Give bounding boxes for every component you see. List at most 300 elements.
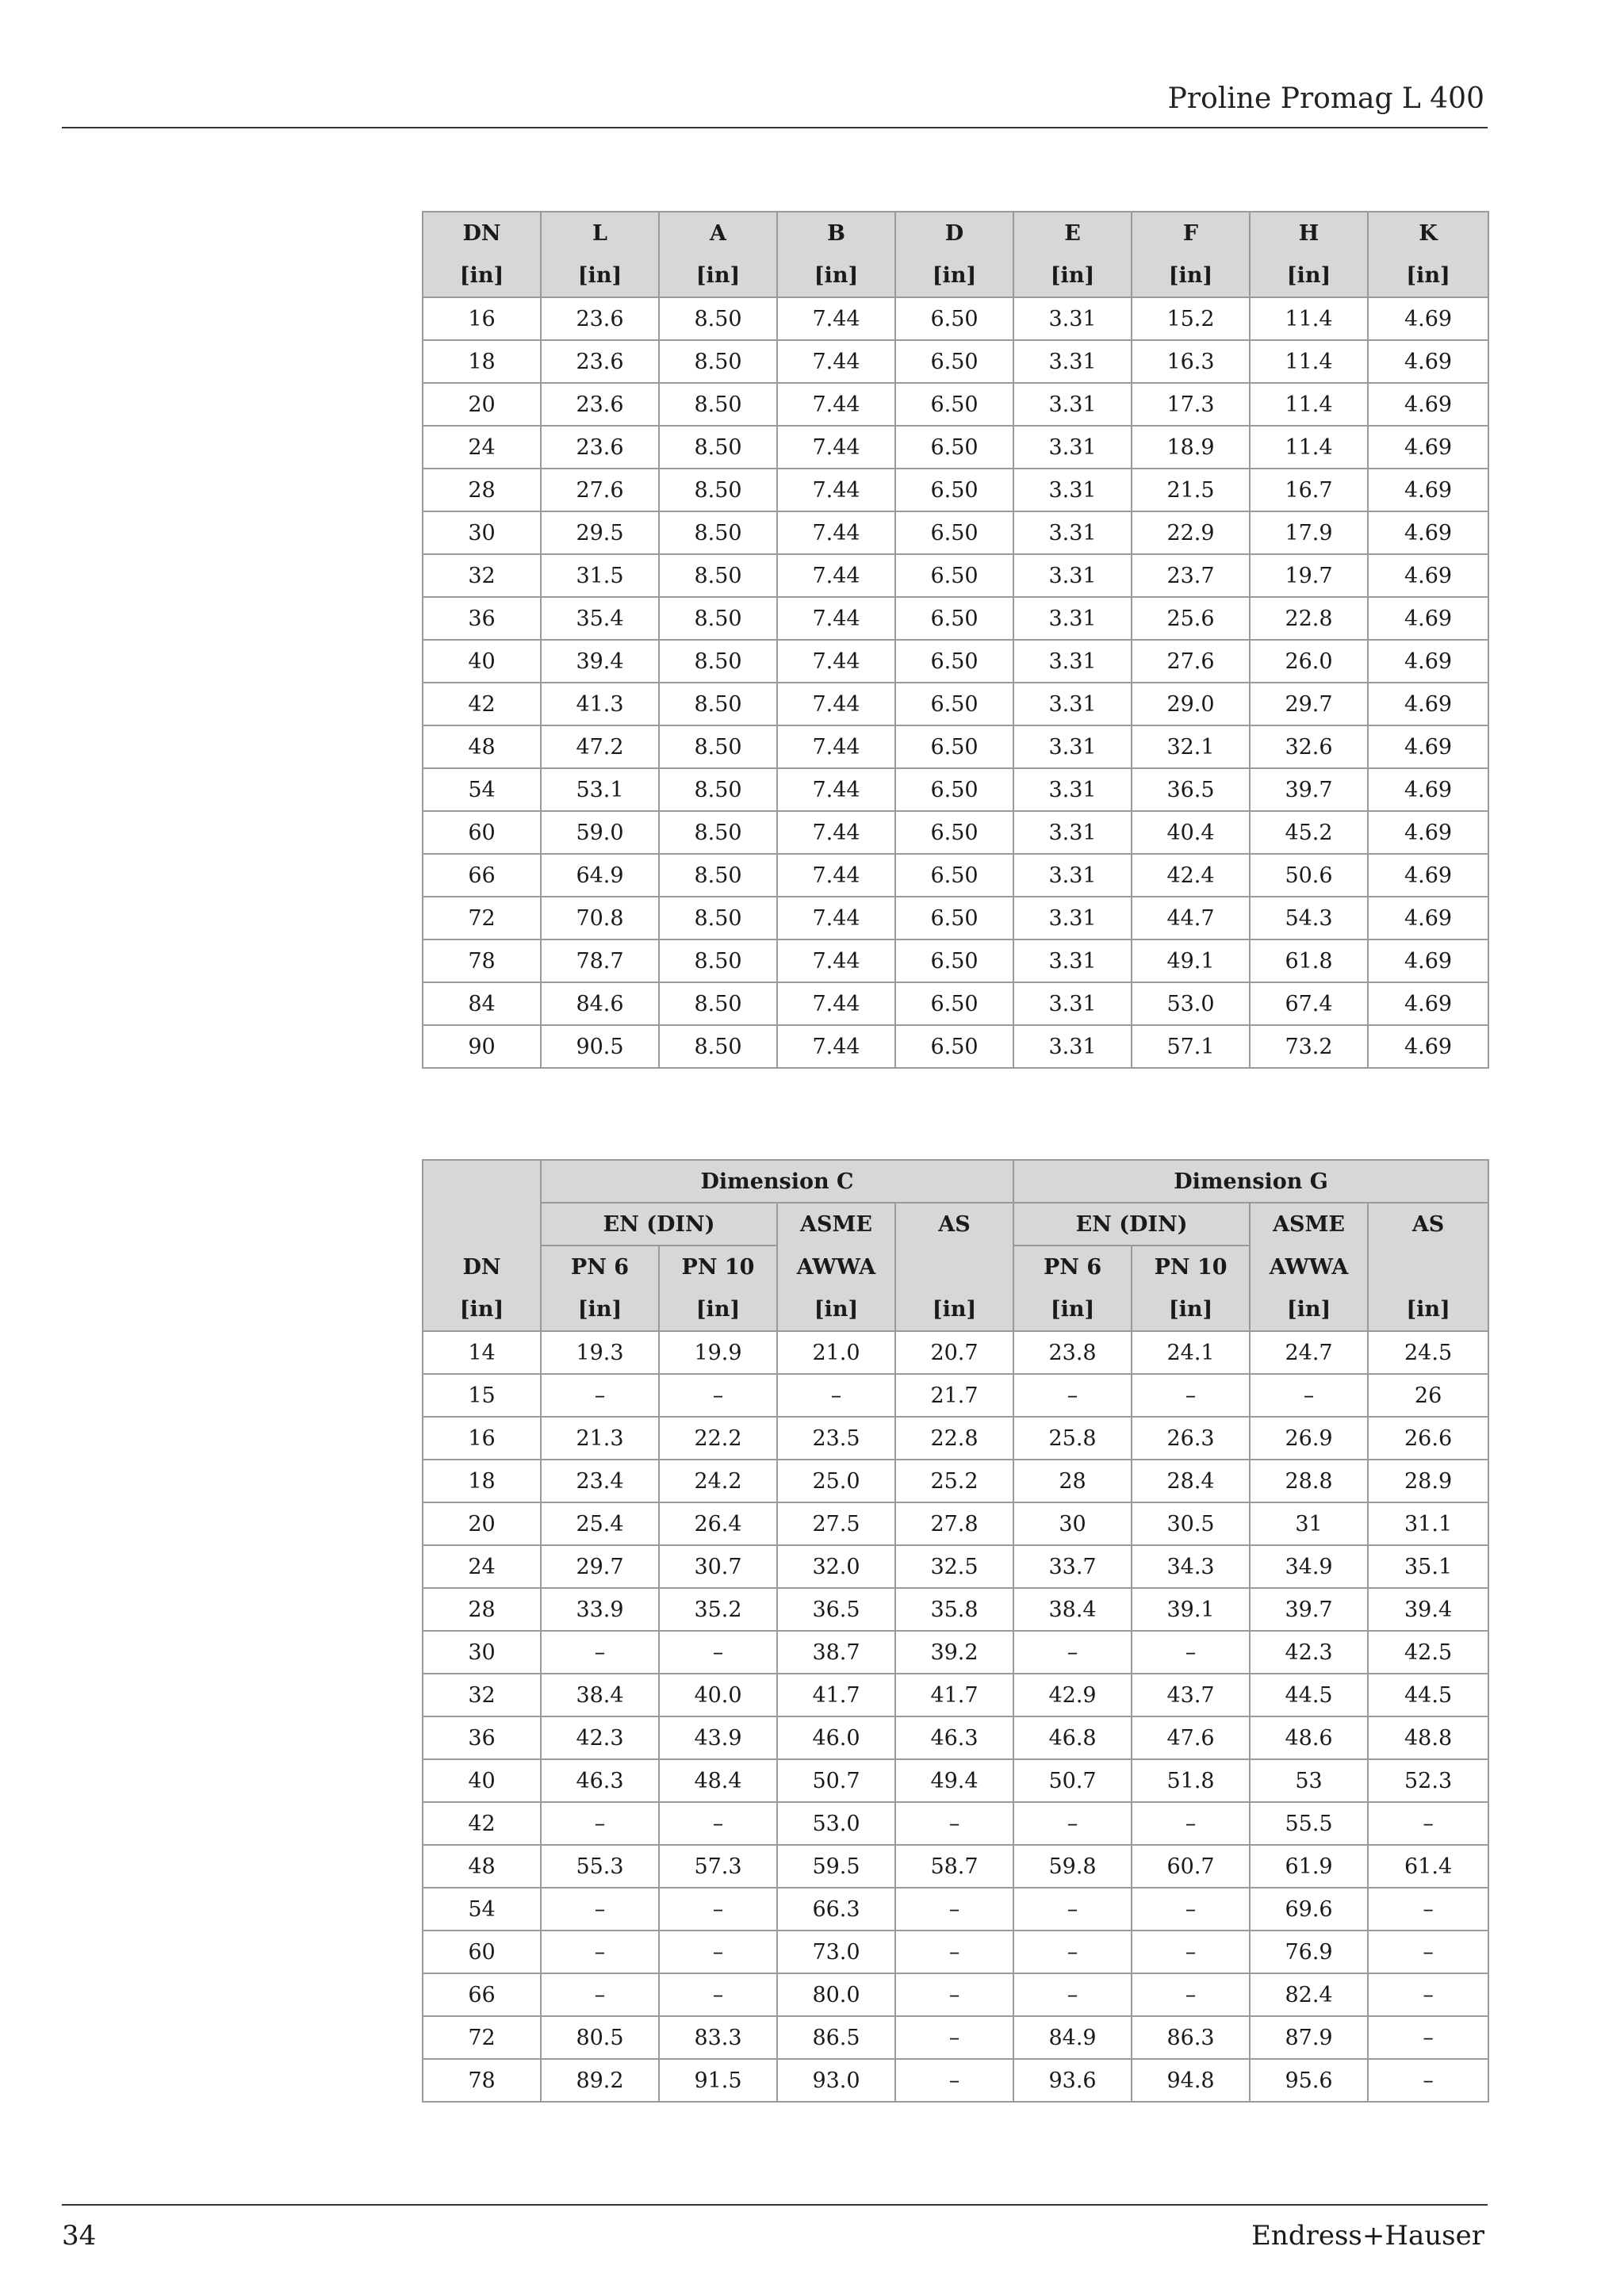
- table2-unit: [in]: [541, 1288, 659, 1331]
- value-cell: 23.7: [1132, 554, 1250, 597]
- value-cell: 32.1: [1132, 725, 1250, 768]
- value-cell: 23.8: [1013, 1331, 1132, 1374]
- value-cell: 39.1: [1132, 1588, 1250, 1631]
- table2-header-dn-blank: [423, 1160, 541, 1203]
- value-cell: 4.69: [1368, 811, 1488, 854]
- value-cell: 19.7: [1250, 554, 1368, 597]
- value-cell: 50.6: [1250, 854, 1368, 897]
- table2-standard-row: [423, 1203, 1488, 1246]
- value-cell: 27.6: [1132, 640, 1250, 683]
- value-cell: 26: [1368, 1374, 1488, 1417]
- value-cell: 34.3: [1132, 1545, 1250, 1588]
- dn-cell: 60: [423, 811, 541, 854]
- table1-unit: [in]: [541, 254, 659, 297]
- value-cell: 38.4: [541, 1674, 659, 1716]
- value-cell: –: [1368, 2059, 1488, 2102]
- value-cell: 4.69: [1368, 297, 1488, 340]
- dn-cell: 54: [423, 768, 541, 811]
- table2-unit: [in]: [777, 1288, 895, 1331]
- value-cell: 54.3: [1250, 897, 1368, 939]
- value-cell: 8.50: [659, 297, 777, 340]
- value-cell: 26.3: [1132, 1417, 1250, 1460]
- value-cell: –: [659, 1631, 777, 1674]
- dn-cell: 15: [423, 1374, 541, 1417]
- table1-header-k: K: [1368, 212, 1488, 254]
- value-cell: 7.44: [777, 426, 895, 469]
- value-cell: 34.9: [1250, 1545, 1368, 1588]
- table2-header-en-din-c: EN (DIN): [541, 1203, 777, 1246]
- table2-header-asme-c: ASME: [777, 1203, 895, 1246]
- value-cell: 6.50: [895, 725, 1013, 768]
- table1-row: [423, 683, 1488, 725]
- dn-cell: 36: [423, 597, 541, 640]
- value-cell: 86.5: [777, 2016, 895, 2059]
- value-cell: 89.2: [541, 2059, 659, 2102]
- value-cell: 27.8: [895, 1502, 1013, 1545]
- value-cell: 24.5: [1368, 1331, 1488, 1374]
- value-cell: 4.69: [1368, 683, 1488, 725]
- value-cell: 43.9: [659, 1716, 777, 1759]
- value-cell: 23.6: [541, 340, 659, 383]
- table1-unit: [in]: [1013, 254, 1132, 297]
- table2-pressure-row: [423, 1246, 1488, 1288]
- table2-row: [423, 1802, 1488, 1845]
- value-cell: 95.6: [1250, 2059, 1368, 2102]
- table2-header-pn10-c: PN 10: [659, 1246, 777, 1288]
- table1-unit: [in]: [1132, 254, 1250, 297]
- value-cell: 52.3: [1368, 1759, 1488, 1802]
- value-cell: –: [895, 2059, 1013, 2102]
- value-cell: 6.50: [895, 340, 1013, 383]
- dn-cell: 42: [423, 683, 541, 725]
- value-cell: –: [1013, 1374, 1132, 1417]
- value-cell: 55.5: [1250, 1802, 1368, 1845]
- table2-unit: [in]: [1368, 1288, 1488, 1331]
- dn-cell: 32: [423, 554, 541, 597]
- value-cell: 78.7: [541, 939, 659, 982]
- value-cell: 6.50: [895, 768, 1013, 811]
- table2-header-pn6-g: PN 6: [1013, 1246, 1132, 1288]
- value-cell: 49.4: [895, 1759, 1013, 1802]
- value-cell: 3.31: [1013, 811, 1132, 854]
- value-cell: 21.3: [541, 1417, 659, 1460]
- table2-header-en-din-g: EN (DIN): [1013, 1203, 1250, 1246]
- dn-cell: 32: [423, 1674, 541, 1716]
- value-cell: 7.44: [777, 1025, 895, 1068]
- value-cell: 42.4: [1132, 854, 1250, 897]
- table1-unit: [in]: [659, 254, 777, 297]
- value-cell: 48.8: [1368, 1716, 1488, 1759]
- value-cell: 31.1: [1368, 1502, 1488, 1545]
- value-cell: 61.9: [1250, 1845, 1368, 1888]
- value-cell: 19.3: [541, 1331, 659, 1374]
- dn-cell: 42: [423, 1802, 541, 1845]
- value-cell: 22.8: [895, 1417, 1013, 1460]
- value-cell: 3.31: [1013, 725, 1132, 768]
- value-cell: 38.7: [777, 1631, 895, 1674]
- value-cell: 6.50: [895, 683, 1013, 725]
- value-cell: 31.5: [541, 554, 659, 597]
- value-cell: 46.8: [1013, 1716, 1132, 1759]
- value-cell: 17.3: [1132, 383, 1250, 426]
- value-cell: –: [1132, 1631, 1250, 1674]
- value-cell: 7.44: [777, 982, 895, 1025]
- table1-header-a: A: [659, 212, 777, 254]
- value-cell: –: [659, 1802, 777, 1845]
- value-cell: 4.69: [1368, 725, 1488, 768]
- value-cell: 53.0: [1132, 982, 1250, 1025]
- value-cell: 23.6: [541, 383, 659, 426]
- value-cell: 41.3: [541, 683, 659, 725]
- value-cell: 53.0: [777, 1802, 895, 1845]
- value-cell: 73.2: [1250, 1025, 1368, 1068]
- value-cell: 25.8: [1013, 1417, 1132, 1460]
- value-cell: 8.50: [659, 725, 777, 768]
- value-cell: 8.50: [659, 768, 777, 811]
- table2-row: [423, 1374, 1488, 1417]
- table2-unit: [in]: [659, 1288, 777, 1331]
- dn-cell: 18: [423, 1460, 541, 1502]
- value-cell: 29.7: [1250, 683, 1368, 725]
- value-cell: 33.7: [1013, 1545, 1132, 1588]
- value-cell: 61.8: [1250, 939, 1368, 982]
- table1-row: [423, 939, 1488, 982]
- value-cell: 59.8: [1013, 1845, 1132, 1888]
- value-cell: 21.0: [777, 1331, 895, 1374]
- table2-row: [423, 1417, 1488, 1460]
- table1-header-d: D: [895, 212, 1013, 254]
- value-cell: 39.2: [895, 1631, 1013, 1674]
- value-cell: 70.8: [541, 897, 659, 939]
- value-cell: 6.50: [895, 297, 1013, 340]
- table2-row: [423, 1716, 1488, 1759]
- value-cell: 7.44: [777, 383, 895, 426]
- value-cell: –: [1013, 1631, 1132, 1674]
- value-cell: –: [541, 1631, 659, 1674]
- table2-unit: [in]: [1132, 1288, 1250, 1331]
- table1-row: [423, 811, 1488, 854]
- dn-cell: 48: [423, 1845, 541, 1888]
- value-cell: 83.3: [659, 2016, 777, 2059]
- value-cell: 8.50: [659, 554, 777, 597]
- table1-header-f: F: [1132, 212, 1250, 254]
- table2-header-as-c: AS: [895, 1203, 1013, 1246]
- value-cell: 82.4: [1250, 1973, 1368, 2016]
- value-cell: –: [659, 1374, 777, 1417]
- value-cell: 8.50: [659, 811, 777, 854]
- table2-row: [423, 1973, 1488, 2016]
- value-cell: 36.5: [777, 1588, 895, 1631]
- table2-header-pn10-g: PN 10: [1132, 1246, 1250, 1288]
- table1-header-row: [423, 212, 1488, 254]
- value-cell: –: [895, 1802, 1013, 1845]
- value-cell: 48.6: [1250, 1716, 1368, 1759]
- value-cell: 8.50: [659, 469, 777, 511]
- table2-header-pn6-c: PN 6: [541, 1246, 659, 1288]
- value-cell: 22.2: [659, 1417, 777, 1460]
- dn-cell: 24: [423, 1545, 541, 1588]
- value-cell: –: [895, 1931, 1013, 1973]
- value-cell: 39.4: [1368, 1588, 1488, 1631]
- table2-row: [423, 1502, 1488, 1545]
- value-cell: 19.9: [659, 1331, 777, 1374]
- value-cell: –: [659, 1931, 777, 1973]
- value-cell: 53: [1250, 1759, 1368, 1802]
- value-cell: 32.5: [895, 1545, 1013, 1588]
- table2-header-dn-blank: [423, 1203, 541, 1246]
- dn-cell: 28: [423, 469, 541, 511]
- value-cell: 3.31: [1013, 554, 1132, 597]
- value-cell: 84.6: [541, 982, 659, 1025]
- table2-header-asme-g: ASME: [1250, 1203, 1368, 1246]
- value-cell: –: [777, 1374, 895, 1417]
- value-cell: –: [1250, 1374, 1368, 1417]
- table1-row: [423, 768, 1488, 811]
- value-cell: 4.69: [1368, 554, 1488, 597]
- value-cell: –: [1368, 1802, 1488, 1845]
- value-cell: 7.44: [777, 725, 895, 768]
- dn-cell: 90: [423, 1025, 541, 1068]
- value-cell: 15.2: [1132, 297, 1250, 340]
- value-cell: 67.4: [1250, 982, 1368, 1025]
- table1-unit: [in]: [1368, 254, 1488, 297]
- value-cell: –: [659, 1888, 777, 1931]
- value-cell: 27.6: [541, 469, 659, 511]
- value-cell: 11.4: [1250, 426, 1368, 469]
- value-cell: 7.44: [777, 768, 895, 811]
- value-cell: –: [541, 1973, 659, 2016]
- value-cell: 93.0: [777, 2059, 895, 2102]
- value-cell: 3.31: [1013, 297, 1132, 340]
- table1-row: [423, 426, 1488, 469]
- table1-row: [423, 597, 1488, 640]
- value-cell: 50.7: [1013, 1759, 1132, 1802]
- dn-cell: 20: [423, 1502, 541, 1545]
- value-cell: 16.3: [1132, 340, 1250, 383]
- value-cell: 4.69: [1368, 897, 1488, 939]
- value-cell: 60.7: [1132, 1845, 1250, 1888]
- value-cell: 7.44: [777, 554, 895, 597]
- dn-cell: 16: [423, 1417, 541, 1460]
- value-cell: 80.0: [777, 1973, 895, 2016]
- value-cell: 6.50: [895, 383, 1013, 426]
- value-cell: 25.0: [777, 1460, 895, 1502]
- value-cell: 24.1: [1132, 1331, 1250, 1374]
- value-cell: –: [895, 1973, 1013, 2016]
- value-cell: 35.2: [659, 1588, 777, 1631]
- value-cell: 41.7: [777, 1674, 895, 1716]
- value-cell: 36.5: [1132, 768, 1250, 811]
- table1-unit: [in]: [895, 254, 1013, 297]
- value-cell: 24.2: [659, 1460, 777, 1502]
- value-cell: 86.3: [1132, 2016, 1250, 2059]
- value-cell: 4.69: [1368, 854, 1488, 897]
- value-cell: –: [1368, 2016, 1488, 2059]
- value-cell: 28: [1013, 1460, 1132, 1502]
- value-cell: 11.4: [1250, 340, 1368, 383]
- value-cell: 23.5: [777, 1417, 895, 1460]
- table1-header-dn: DN: [423, 212, 541, 254]
- table2-row: [423, 1588, 1488, 1631]
- table1-row: [423, 982, 1488, 1025]
- table1-row: [423, 469, 1488, 511]
- value-cell: 32.6: [1250, 725, 1368, 768]
- value-cell: –: [895, 2016, 1013, 2059]
- table2-row: [423, 1545, 1488, 1588]
- table2-row: [423, 1845, 1488, 1888]
- value-cell: 59.0: [541, 811, 659, 854]
- value-cell: 3.31: [1013, 768, 1132, 811]
- value-cell: 61.4: [1368, 1845, 1488, 1888]
- value-cell: 6.50: [895, 939, 1013, 982]
- value-cell: 7.44: [777, 811, 895, 854]
- value-cell: 26.6: [1368, 1417, 1488, 1460]
- table1-header-e: E: [1013, 212, 1132, 254]
- value-cell: 4.69: [1368, 768, 1488, 811]
- value-cell: –: [1132, 1931, 1250, 1973]
- value-cell: 42.9: [1013, 1674, 1132, 1716]
- value-cell: 21.5: [1132, 469, 1250, 511]
- table2-header-awwa-c: AWWA: [777, 1246, 895, 1288]
- table1-unit: [in]: [1250, 254, 1368, 297]
- value-cell: 8.50: [659, 897, 777, 939]
- table1-row: [423, 640, 1488, 683]
- value-cell: 33.9: [541, 1588, 659, 1631]
- value-cell: 57.1: [1132, 1025, 1250, 1068]
- value-cell: 17.9: [1250, 511, 1368, 554]
- value-cell: 7.44: [777, 597, 895, 640]
- value-cell: 7.44: [777, 683, 895, 725]
- value-cell: 3.31: [1013, 597, 1132, 640]
- value-cell: –: [541, 1374, 659, 1417]
- value-cell: 47.6: [1132, 1716, 1250, 1759]
- table1-row: [423, 1025, 1488, 1068]
- value-cell: 7.44: [777, 511, 895, 554]
- table1-row: [423, 554, 1488, 597]
- table2-group-dimension-g: Dimension G: [1013, 1160, 1488, 1203]
- value-cell: 44.5: [1250, 1674, 1368, 1716]
- dn-cell: 40: [423, 640, 541, 683]
- value-cell: 6.50: [895, 854, 1013, 897]
- table2-row: [423, 1460, 1488, 1502]
- value-cell: 28.8: [1250, 1460, 1368, 1502]
- dn-cell: 20: [423, 383, 541, 426]
- value-cell: 28.4: [1132, 1460, 1250, 1502]
- value-cell: 39.7: [1250, 1588, 1368, 1631]
- value-cell: 8.50: [659, 982, 777, 1025]
- dn-cell: 60: [423, 1931, 541, 1973]
- dn-cell: 14: [423, 1331, 541, 1374]
- value-cell: 7.44: [777, 297, 895, 340]
- table2-row: [423, 1674, 1488, 1716]
- table1-unit: [in]: [423, 254, 541, 297]
- value-cell: 3.31: [1013, 469, 1132, 511]
- value-cell: 8.50: [659, 683, 777, 725]
- value-cell: 47.2: [541, 725, 659, 768]
- table2-row: [423, 2059, 1488, 2102]
- value-cell: –: [1368, 1931, 1488, 1973]
- value-cell: 91.5: [659, 2059, 777, 2102]
- value-cell: 3.31: [1013, 340, 1132, 383]
- value-cell: 23.6: [541, 426, 659, 469]
- value-cell: 3.31: [1013, 982, 1132, 1025]
- table2-row: [423, 1631, 1488, 1674]
- value-cell: 30.7: [659, 1545, 777, 1588]
- value-cell: –: [659, 1973, 777, 2016]
- table2-header-dn: DN: [423, 1246, 541, 1288]
- value-cell: 3.31: [1013, 897, 1132, 939]
- table1-unit: [in]: [777, 254, 895, 297]
- value-cell: 39.7: [1250, 768, 1368, 811]
- value-cell: 51.8: [1132, 1759, 1250, 1802]
- value-cell: 57.3: [659, 1845, 777, 1888]
- value-cell: 18.9: [1132, 426, 1250, 469]
- value-cell: 4.69: [1368, 511, 1488, 554]
- value-cell: 8.50: [659, 597, 777, 640]
- value-cell: 6.50: [895, 1025, 1013, 1068]
- value-cell: 3.31: [1013, 511, 1132, 554]
- value-cell: 45.2: [1250, 811, 1368, 854]
- dn-cell: 36: [423, 1716, 541, 1759]
- value-cell: 40.4: [1132, 811, 1250, 854]
- value-cell: 42.3: [1250, 1631, 1368, 1674]
- value-cell: 46.0: [777, 1716, 895, 1759]
- value-cell: 26.4: [659, 1502, 777, 1545]
- value-cell: 58.7: [895, 1845, 1013, 1888]
- value-cell: 29.7: [541, 1545, 659, 1588]
- value-cell: –: [1368, 1973, 1488, 2016]
- value-cell: 16.7: [1250, 469, 1368, 511]
- table1-header-h: H: [1250, 212, 1368, 254]
- value-cell: 38.4: [1013, 1588, 1132, 1631]
- value-cell: 90.5: [541, 1025, 659, 1068]
- value-cell: 55.3: [541, 1845, 659, 1888]
- value-cell: 8.50: [659, 939, 777, 982]
- table2-row: [423, 1331, 1488, 1374]
- table2-row: [423, 1759, 1488, 1802]
- dn-cell: 78: [423, 939, 541, 982]
- dn-cell: 72: [423, 2016, 541, 2059]
- value-cell: 8.50: [659, 383, 777, 426]
- table2-unit-row: [423, 1288, 1488, 1331]
- value-cell: 80.5: [541, 2016, 659, 2059]
- value-cell: 24.7: [1250, 1331, 1368, 1374]
- value-cell: 35.1: [1368, 1545, 1488, 1588]
- value-cell: 49.1: [1132, 939, 1250, 982]
- value-cell: 66.3: [777, 1888, 895, 1931]
- value-cell: 23.6: [541, 297, 659, 340]
- table2-header-as-g-blank: [1368, 1246, 1488, 1288]
- value-cell: 7.44: [777, 939, 895, 982]
- value-cell: 40.0: [659, 1674, 777, 1716]
- value-cell: 3.31: [1013, 426, 1132, 469]
- table2-row: [423, 2016, 1488, 2059]
- value-cell: 3.31: [1013, 1025, 1132, 1068]
- value-cell: 27.5: [777, 1502, 895, 1545]
- value-cell: 22.9: [1132, 511, 1250, 554]
- value-cell: 44.5: [1368, 1674, 1488, 1716]
- dn-cell: 48: [423, 725, 541, 768]
- value-cell: 20.7: [895, 1331, 1013, 1374]
- value-cell: 7.44: [777, 854, 895, 897]
- value-cell: 7.44: [777, 640, 895, 683]
- table1-header-b: B: [777, 212, 895, 254]
- value-cell: 4.69: [1368, 383, 1488, 426]
- dimensions-table-1: [422, 211, 1489, 1069]
- value-cell: 94.8: [1132, 2059, 1250, 2102]
- value-cell: 4.69: [1368, 469, 1488, 511]
- value-cell: 48.4: [659, 1759, 777, 1802]
